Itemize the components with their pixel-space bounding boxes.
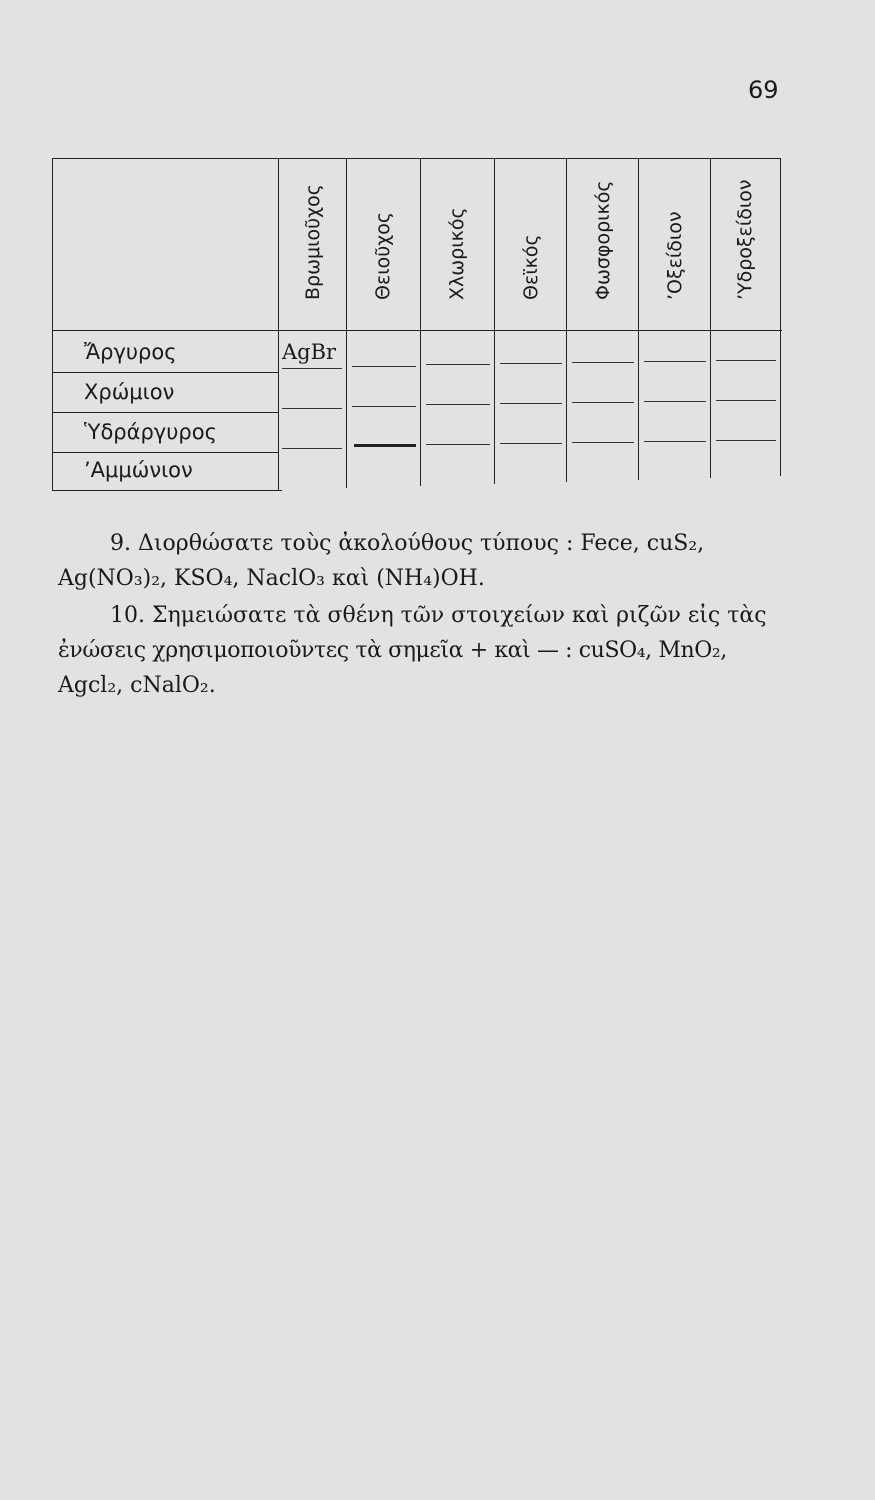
column-header-label: ’Οξείδιον	[664, 211, 686, 300]
exercise-9-number: 9.	[110, 531, 131, 556]
row-rule	[52, 412, 278, 413]
cell-blank-line	[426, 444, 490, 445]
cell-blank-line	[282, 448, 342, 449]
column-header-label: ’Υδροξείδιον	[734, 179, 756, 300]
column-rule	[420, 158, 421, 486]
column-rule	[494, 158, 495, 484]
exercise-9-text: Διορθώσατε τοὺς ἀκολούθους τύπους : Fece, cuS₂,	[138, 531, 705, 556]
row-header-chromium: Χρώμιον	[84, 380, 175, 404]
column-header	[422, 150, 492, 328]
cell-blank-line	[716, 360, 776, 361]
row-header-silver: Ἄργυρος	[84, 340, 177, 364]
cell-blank-line	[426, 404, 490, 405]
cell-blank-line	[644, 441, 706, 442]
table-cell-agbr: AgBr	[282, 340, 337, 364]
row-header-ammonium: ’Αμμώνιον	[84, 458, 193, 482]
exercise-9	[58, 526, 793, 596]
exercise-10-line-2: ἐνώσεις χρησιμοποιοῦντες τὰ σημεῖα + καὶ — : cuSO₄, MnO₂,	[58, 638, 727, 663]
exercise-10-text: Σημειώσατε τὰ σθένη τῶν στοιχείων καὶ ριζῶν εἰς τὰς	[152, 603, 767, 628]
cell-blank-line	[572, 402, 634, 403]
cell-blank-line	[282, 368, 342, 369]
cell-blank-line	[500, 403, 562, 404]
table-header-rule	[52, 330, 782, 331]
cell-blank-line	[354, 444, 416, 447]
exercise-9-line-1	[58, 526, 793, 561]
cell-blank-line	[644, 401, 706, 402]
cell-blank-line	[716, 400, 776, 401]
column-header	[348, 150, 418, 328]
table-right-rule	[780, 158, 781, 476]
column-header-label: Θειοῦχος	[372, 211, 394, 300]
row-rule	[52, 372, 278, 373]
column-header-label: Θεϊκός	[520, 234, 542, 300]
cell-blank-line	[572, 362, 634, 363]
cell-blank-line	[352, 366, 416, 367]
column-header	[496, 150, 566, 328]
cell-blank-line	[500, 443, 562, 444]
table-left-rule	[52, 158, 53, 490]
column-header	[710, 150, 780, 328]
row-header-mercury: Ὑδράργυρος	[84, 420, 217, 444]
column-rule	[566, 158, 567, 482]
cell-blank-line	[352, 406, 416, 407]
row-rule	[52, 452, 278, 453]
table-bottom-rule	[52, 490, 282, 491]
column-header-label: Χλωρικός	[446, 207, 468, 300]
column-header	[278, 150, 348, 328]
cell-blank-line	[426, 364, 490, 365]
column-header-label: Βρωμιοῦχος	[302, 184, 324, 300]
exercise-10-line-3: Agcl₂, cNalO₂.	[58, 673, 216, 698]
cell-blank-line	[716, 440, 776, 441]
column-header	[640, 150, 710, 328]
compound-table	[50, 150, 782, 490]
page-number: 69	[748, 76, 779, 104]
exercise-9-line-2: Ag(NO₃)₂, KSO₄, NaclO₃ καὶ (NH₄)OH.	[58, 566, 485, 591]
cell-blank-line	[644, 361, 706, 362]
exercise-10	[58, 598, 793, 703]
cell-blank-line	[282, 408, 342, 409]
exercise-10-line-1	[58, 598, 793, 633]
cell-blank-line	[572, 442, 634, 443]
column-rule	[638, 158, 639, 480]
column-header	[568, 150, 638, 328]
column-header-label: Φωσφορικός	[592, 180, 614, 300]
cell-blank-line	[500, 363, 562, 364]
exercise-10-number: 10.	[110, 603, 145, 628]
